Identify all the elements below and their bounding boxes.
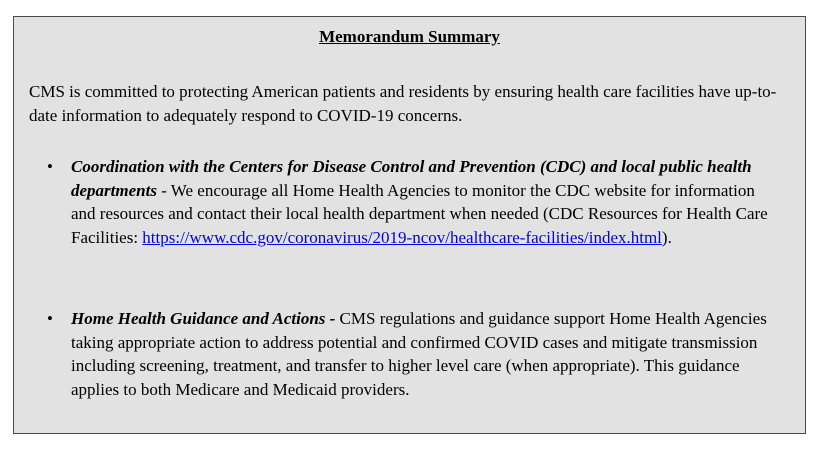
bullet-lead-coordination: Coordination with the Centers for Disease Control and Prevention (CDC) and local public health departments [71,157,752,200]
intro-paragraph: CMS is committed to protecting American patients and residents by ensuring health care facilities have up-to-date information to adequately respond to COVID-19 concerns. [29,82,777,125]
memorandum-summary-box [13,16,806,434]
cdc-resources-link[interactable]: https://www.cdc.gov/coronavirus/2019-ncov/healthcare-facilities/index.html [142,227,662,247]
bullet-lead-guidance: Home Health Guidance and Actions - [71,309,336,328]
bullet-dot-icon: • [47,157,53,176]
memo-title: Memorandum Summary [319,27,500,46]
bullet-text-coordination: - We encourage all Home Health Agencies to monitor the CDC website for information and resources and contact their local health department when needed (CDC Resources for Health Care Facilities: [71,180,768,247]
bullet-item-guidance [47,307,776,401]
bullet-text-coordination-end: ). [661,227,672,247]
bullet-text-guidance: CMS regulations and guidance support Home Health Agencies taking appropriate action to address potential and confirmed COVID cases and mitigate transmission including screening, treatment, and transfer to higher level care (when appropriate). This guidance applies to both Medicare and Medicaid providers. [71,309,767,399]
bullet-dot-icon: • [47,309,53,328]
bullet-item-coordination [47,155,776,249]
